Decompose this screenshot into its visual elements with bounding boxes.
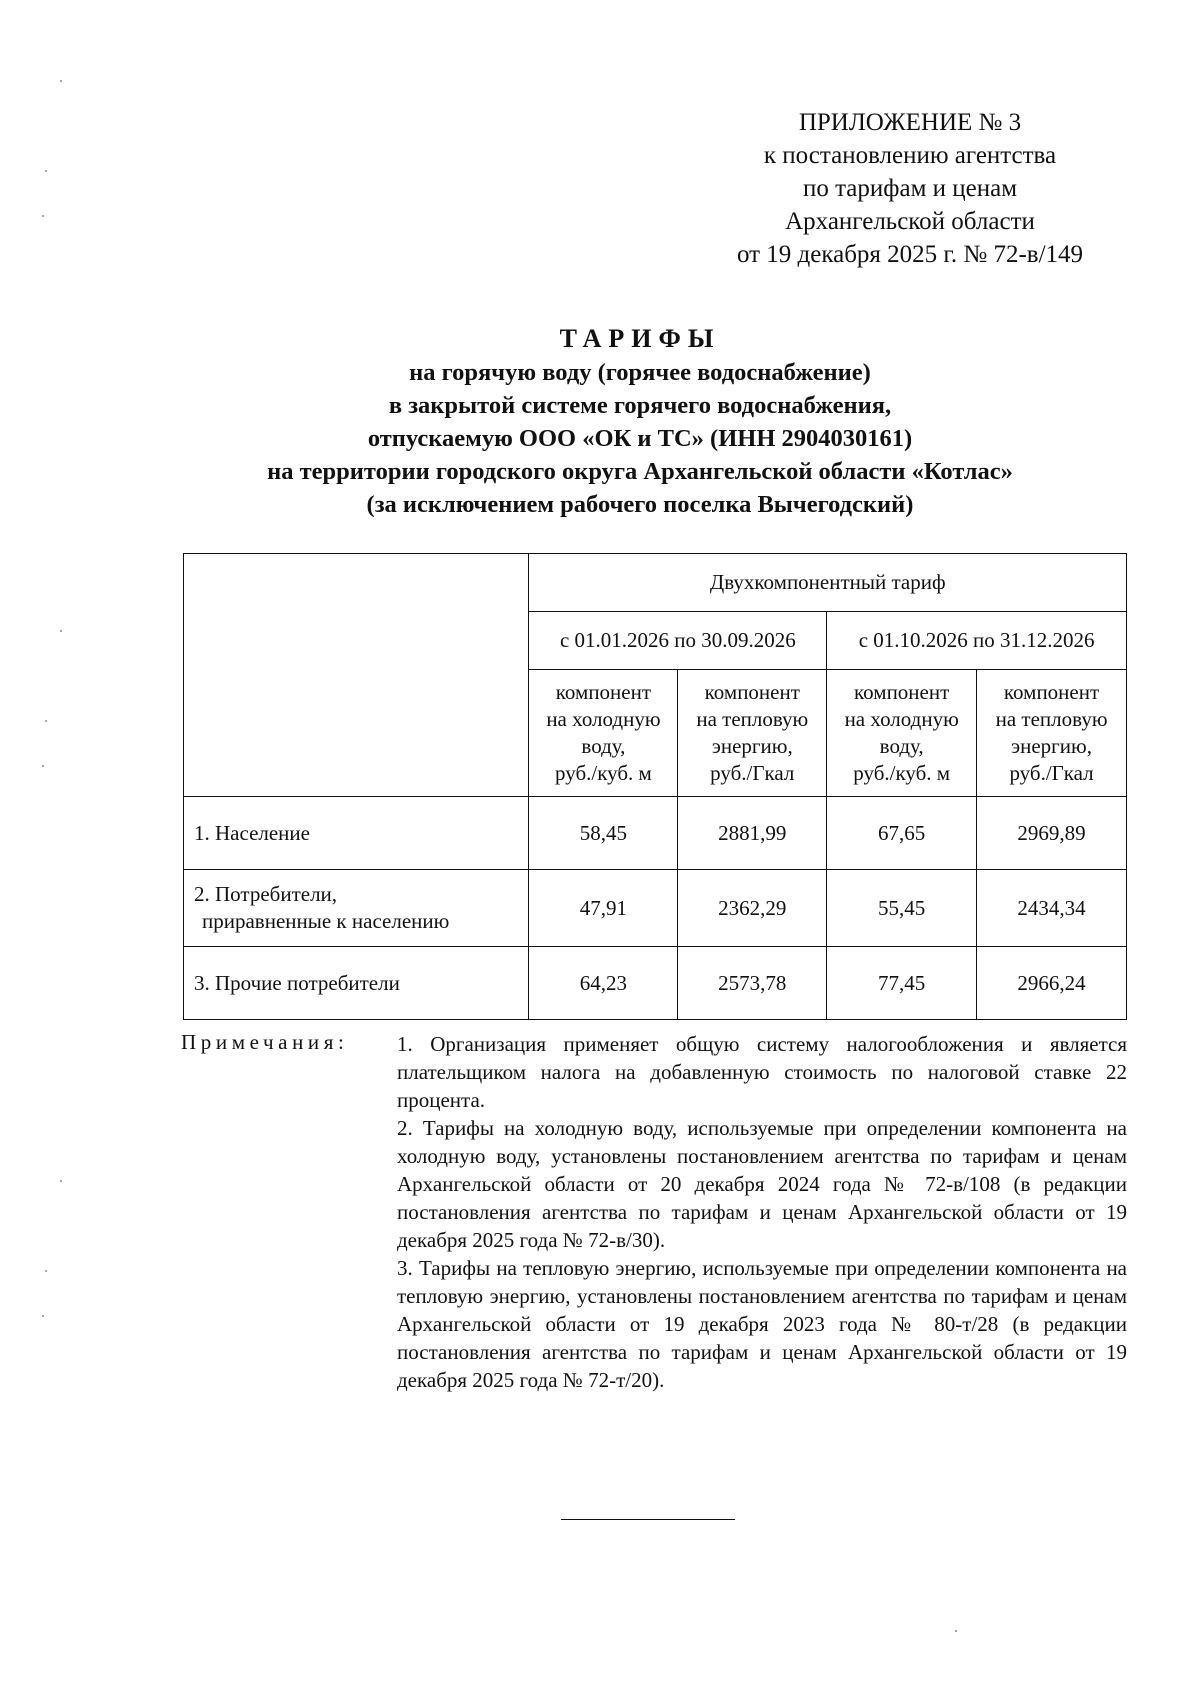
title-line: на территории городского округа Архангельской области «Котлас» bbox=[267, 458, 1013, 485]
scan-speck bbox=[42, 765, 44, 767]
column-header: компонент на холодную воду, руб./куб. м bbox=[529, 670, 678, 797]
column-header: компонент на тепловую энергию, руб./Гкал bbox=[678, 670, 827, 797]
scan-speck bbox=[60, 80, 62, 82]
table-row bbox=[184, 947, 1127, 1020]
table-header-row bbox=[184, 554, 1127, 612]
title-main: ТАРИФЫ bbox=[559, 324, 721, 353]
row-label: 2. Потребители, приравненные к населению bbox=[184, 870, 529, 947]
scan-speck bbox=[60, 1180, 62, 1182]
note-item: 1. Организация применяет общую систему налогообложения и является плательщиком налога на добавленную стоимость по налоговой ставке 22 процента. bbox=[397, 1032, 1127, 1112]
table-cell: 2969,89 bbox=[977, 797, 1127, 870]
scan-speck bbox=[60, 630, 62, 632]
table-cell: 64,23 bbox=[529, 947, 678, 1020]
column-header: компонент на тепловую энергию, руб./Гкал bbox=[977, 670, 1127, 797]
group-header: Двухкомпонентный тариф bbox=[529, 554, 1127, 612]
appendix-line: к постановлению агентства bbox=[763, 142, 1057, 169]
scan-speck bbox=[955, 1630, 957, 1632]
appendix-header bbox=[700, 106, 1120, 271]
table-cell: 58,45 bbox=[529, 797, 678, 870]
row-label: 3. Прочие потребители bbox=[184, 947, 529, 1020]
table-cell: 2966,24 bbox=[977, 947, 1127, 1020]
end-divider bbox=[561, 1519, 735, 1520]
scan-speck bbox=[45, 720, 47, 722]
period-header: с 01.01.2026 по 30.09.2026 bbox=[529, 612, 827, 670]
table-corner-cell bbox=[184, 554, 529, 797]
table-cell: 67,65 bbox=[827, 797, 977, 870]
document-title bbox=[160, 322, 1120, 521]
scan-speck bbox=[42, 215, 44, 217]
table-cell: 77,45 bbox=[827, 947, 977, 1020]
tariff-table bbox=[183, 553, 1127, 1020]
appendix-number: ПРИЛОЖЕНИЕ № 3 bbox=[798, 109, 1022, 136]
notes-list bbox=[397, 1030, 1127, 1394]
table-cell: 2362,29 bbox=[678, 870, 827, 947]
notes-label: Примечания: bbox=[181, 1030, 349, 1054]
title-line: в закрытой системе горячего водоснабжения, bbox=[388, 392, 892, 419]
table-cell: 2573,78 bbox=[678, 947, 827, 1020]
period-header: с 01.10.2026 по 31.12.2026 bbox=[827, 612, 1127, 670]
scan-speck bbox=[45, 170, 47, 172]
note-item: 2. Тарифы на холодную воду, используемые при определении компонента на холодную воду, установлены постановлением агентства по тарифам и ценам Архангельской области от 20 декабря 2024 года № 72-в/108 (в редакции постановления агентства по тарифам и ценам Архангельской области от 19 декабря 2025 года № 72-в/30). bbox=[397, 1116, 1127, 1252]
table-cell: 47,91 bbox=[529, 870, 678, 947]
appendix-date: от 19 декабря 2025 г. № 72-в/149 bbox=[736, 241, 1084, 268]
title-line: отпускаемую ООО «ОК и ТС» (ИНН 2904030161) bbox=[367, 425, 913, 452]
title-line: на горячую воду (горячее водоснабжение) bbox=[409, 359, 871, 386]
column-header: компонент на холодную воду, руб./куб. м bbox=[827, 670, 977, 797]
table-cell: 55,45 bbox=[827, 870, 977, 947]
row-label: 1. Население bbox=[184, 797, 529, 870]
title-line: (за исключением рабочего поселка Вычегодский) bbox=[366, 491, 914, 518]
table-cell: 2881,99 bbox=[678, 797, 827, 870]
scan-speck bbox=[45, 1270, 47, 1272]
appendix-line: Архангельской области bbox=[785, 208, 1035, 235]
note-item: 3. Тарифы на тепловую энергию, используемые при определении компонента на тепловую энергию, установлены постановлением агентства по тарифам и ценам Архангельской области от 19 декабря 2023 года № 80-т/28 (в редакции постановления агентства по тарифам и ценам Архангельской области от 19 декабря 2025 года № 72-т/20). bbox=[397, 1256, 1127, 1392]
scan-speck bbox=[42, 1315, 44, 1317]
table-row bbox=[184, 797, 1127, 870]
table-row bbox=[184, 870, 1127, 947]
table-cell: 2434,34 bbox=[977, 870, 1127, 947]
appendix-line: по тарифам и ценам bbox=[802, 175, 1018, 202]
